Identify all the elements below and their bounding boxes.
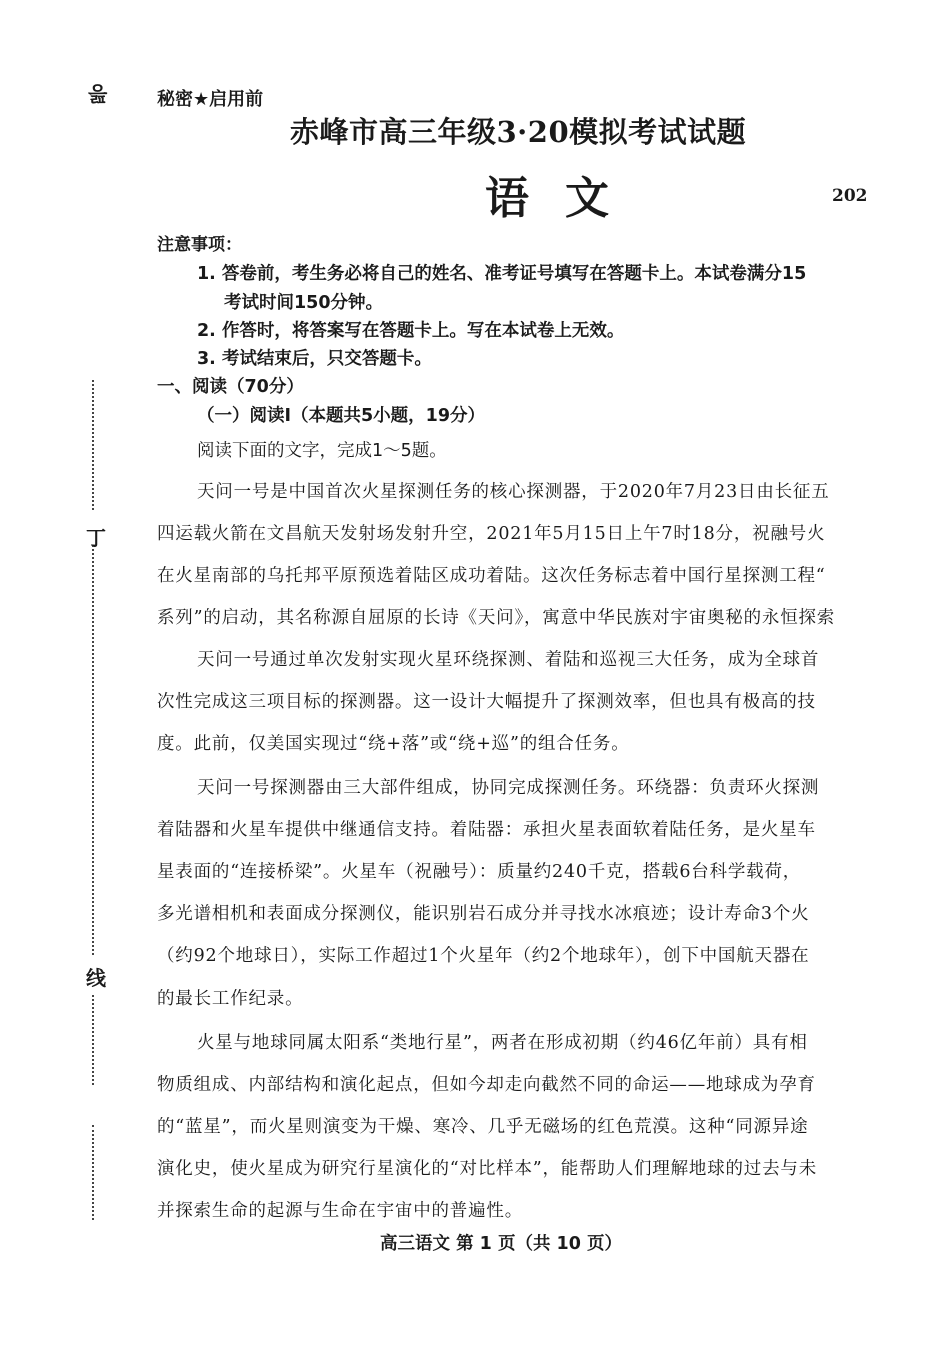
passage-line: 多光谱相机和表面成分探测仪，能识别岩石成分并寻找水冰痕迹；设计寿命3个火 bbox=[157, 904, 810, 924]
notice-item: 2. 作答时，将答案写在答题卡上。写在本试卷上无效。 bbox=[197, 321, 625, 341]
passage-line: 演化史，使火星成为研究行星演化的“对比样本”，能帮助人们理解地球的过去与未 bbox=[157, 1159, 817, 1179]
passage-line: 四运载火箭在文昌航天发射场发射升空，2021年5月15日上午7时18分，祝融号火 bbox=[157, 524, 826, 544]
subject-title: 语文 bbox=[485, 173, 645, 224]
passage-line: 火星与地球同属太阳系“类地行星”，两者在形成初期（约46亿年前）具有相 bbox=[197, 1033, 808, 1053]
notice-item: 考试时间150分钟。 bbox=[224, 293, 384, 313]
passage-line: 的最长工作纪录。 bbox=[157, 989, 304, 1009]
notice-title: 注意事项： bbox=[157, 235, 242, 255]
corner-mark: 읊 bbox=[88, 82, 108, 106]
binding-dotted-line bbox=[92, 995, 94, 1085]
secret-label: 秘密★启用前 bbox=[157, 89, 264, 110]
passage-line: 天问一号是中国首次火星探测任务的核心探测器，于2020年7月23日由长征五 bbox=[197, 482, 830, 502]
binding-dotted-line bbox=[92, 380, 94, 510]
passage-line: 度。此前，仅美国实现过“绕+落”或“绕+巡”的组合任务。 bbox=[157, 734, 630, 754]
passage-line: 系列”的启动，其名称源自屈原的长诗《天问》，寓意中华民族对宇宙奥秘的永恒探索 bbox=[157, 608, 836, 628]
binding-mark-top: 丁 bbox=[86, 526, 106, 550]
page-footer: 高三语文 第 1 页（共 10 页） bbox=[380, 1234, 622, 1254]
passage-line: 天问一号探测器由三大部件组成，协同完成探测任务。环绕器：负责环火探测 bbox=[197, 778, 820, 798]
subsection-title: （一）阅读Ⅰ（本题共5小题，19分） bbox=[197, 406, 486, 426]
notice-item: 3. 考试结束后，只交答题卡。 bbox=[197, 349, 432, 369]
instruction: 阅读下面的文字，完成1～5题。 bbox=[197, 441, 447, 461]
passage-line: 并探索生命的起源与生命在宇宙中的普遍性。 bbox=[157, 1201, 523, 1221]
binding-mark-bottom: 线 bbox=[86, 966, 106, 990]
passage-line: 物质组成、内部结构和演化起点，但如今却走向截然不同的命运——地球成为孕育 bbox=[157, 1075, 816, 1095]
passage-line: 在火星南部的乌托邦平原预选着陆区成功着陆。这次任务标志着中国行星探测工程“ bbox=[157, 566, 826, 586]
passage-line: 星表面的“连接桥梁”。火星车（祝融号）：质量约240千克，搭载6台科学载荷， bbox=[157, 862, 802, 882]
section-title: 一、阅读（70分） bbox=[157, 377, 304, 397]
passage-line: （约92个地球日），实际工作超过1个火星年（约2个地球年），创下中国航天器在 bbox=[157, 946, 810, 966]
binding-dotted-line bbox=[92, 1125, 94, 1220]
year-fragment: 202 bbox=[832, 186, 868, 206]
exam-title: 赤峰市高三年级3·20模拟考试试题 bbox=[290, 115, 747, 149]
passage-line: 次性完成这三项目标的探测器。这一设计大幅提升了探测效率，但也具有极高的技 bbox=[157, 692, 816, 712]
passage-line: 着陆器和火星车提供中继通信支持。着陆器：承担火星表面软着陆任务，是火星车 bbox=[157, 820, 816, 840]
binding-dotted-line bbox=[92, 545, 94, 955]
notice-item: 1. 答卷前，考生务必将自己的姓名、准考证号填写在答题卡上。本试卷满分15 bbox=[197, 264, 807, 284]
passage-line: 的“蓝星”，而火星则演变为干燥、寒冷、几乎无磁场的红色荒漠。这种“同源异途 bbox=[157, 1117, 809, 1137]
passage-line: 天问一号通过单次发射实现火星环绕探测、着陆和巡视三大任务，成为全球首 bbox=[197, 650, 820, 670]
